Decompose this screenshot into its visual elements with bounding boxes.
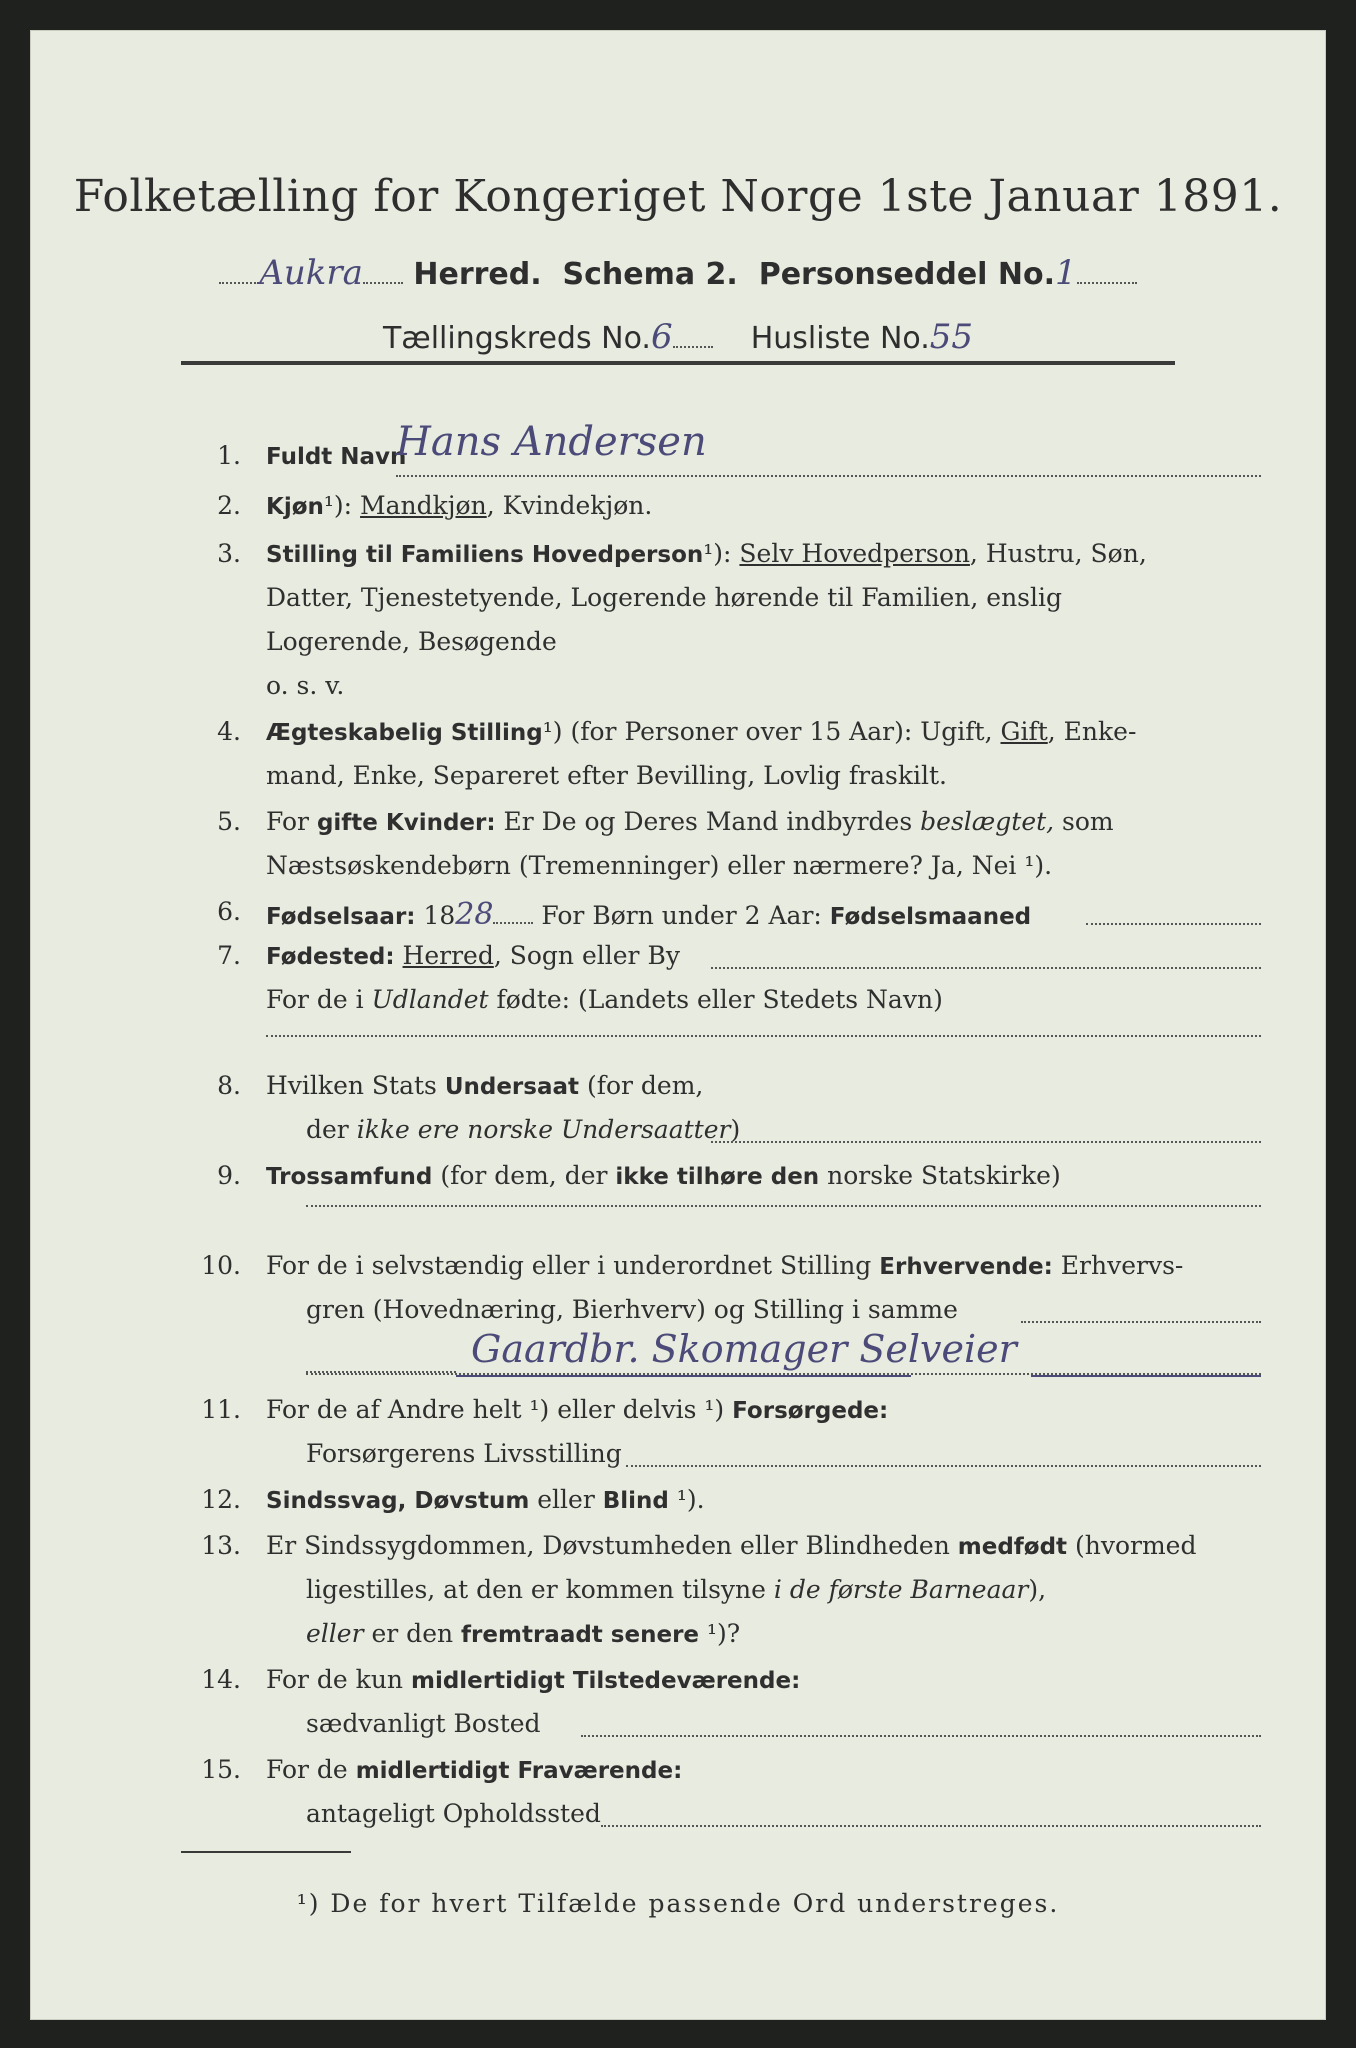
- herred-label: Herred.: [413, 257, 542, 292]
- footnote: ¹) De for hvert Tilfælde passende Ord understreges.: [296, 1889, 1060, 1918]
- fodselsaar-value: 28: [455, 897, 494, 932]
- stilling-selected: Selv Hovedperson: [739, 539, 970, 568]
- aegteskabelig-label: Ægteskabelig Stilling: [266, 720, 543, 746]
- footnote-rule: [181, 1851, 351, 1853]
- husliste-value: 55: [929, 317, 974, 357]
- fuldt-navn-value: Hans Andersen: [396, 419, 707, 465]
- kjon-label: Kjøn: [266, 494, 324, 520]
- schema-label: Schema 2.: [562, 257, 738, 292]
- fodested-label: Fødested:: [266, 944, 395, 970]
- census-form-page: Folketælling for Kongeriget Norge 1ste Januar 1891. Aukra Herred. Schema 2. Personseddel No.1 Tællingskreds No.6 Husliste No.55 1. Fuldt Navn Hans Andersen 2. Kjøn¹): Mandkjøn, Kvindekjøn. 3. Stilling til Familiens Hovedperson¹): Selv Hovedperson, Hustru, Søn, Datter, Tjenestetyende, Logerende hørende til Familien, enslig Logerende, Besøgende o. s. v. 4. Ægteskabelig Stilling¹) (for Personer over 15 Aar): Ugift, Gift, Enke- mand, Enke, Separeret efter Bevilling, Lovlig fraskilt. 5. For gifte Kvinder: Er De og Deres Mand indbyrdes beslægtet, som Næstsøskendebørn (Tremenninger) eller nærmere? Ja, Nei ¹). 6. Fødselsaar: 1828 For Børn under 2 Aar: Fødselsmaaned 7. Fødested: Herred, Sogn eller By For de i Udlandet fødte: (Landets eller Stedets Navn) 8. Hvilken Stats Undersaat (for dem, der ikke ere norske Undersaatter) 9. Trossamfund (for dem, der ikke tilhøre den norske Statskirke) 10. For de i selvstændig eller i underordnet Stilling Erhvervende: Erhvervs- gren (Hovednæring, Bierhverv) og Stilling i samme Gaardbr. Skomager Selveier 11. For de af Andre helt ¹) eller delvis ¹) Forsørgede: Forsørgerens Livsstilling 12. Sindssvag, Døvstum eller Blind ¹). 13. Er Sindssygdommen, Døvstumheden eller Blindheden medfødt (hvormed ligestilles, at den er kommen tilsyne i de første Barneaar), eller er den fremtraadt senere ¹)? 14. For de kun midlertidigt Tilstedeværende: sædvanligt Bosted 15. For de midlertidigt Fraværende: antageligt Opholdssted ¹) De for hvert Tilfælde passende Ord understreges.: [30, 30, 1326, 2020]
- fodselsaar-label: Fødselsaar:: [266, 904, 416, 930]
- taellingskreds-label: Tællingskreds No.: [382, 321, 651, 356]
- aegteskabelig-selected: Gift: [1000, 717, 1048, 746]
- husliste-label: Husliste No.: [750, 321, 930, 356]
- header-rule: [181, 361, 1175, 365]
- taellingskreds-line: [31, 317, 1325, 357]
- fodested-selected: Herred: [402, 941, 494, 970]
- taellingskreds-value: 6: [650, 317, 673, 357]
- fuldt-navn-label: Fuldt Navn: [266, 444, 407, 470]
- herred-value: Aukra: [259, 253, 363, 293]
- kjon-selected: Mandkjøn: [360, 491, 487, 520]
- personseddel-label: Personseddel No.: [758, 257, 1056, 292]
- erhverv-value: Gaardbr. Skomager Selveier: [471, 1327, 1017, 1371]
- herred-schema-line: [31, 253, 1325, 293]
- stilling-label: Stilling til Familiens Hovedperson: [266, 542, 704, 568]
- personseddel-value: 1: [1055, 253, 1077, 293]
- form-title: Folketælling for Kongeriget Norge 1ste Januar 1891.: [73, 171, 1283, 222]
